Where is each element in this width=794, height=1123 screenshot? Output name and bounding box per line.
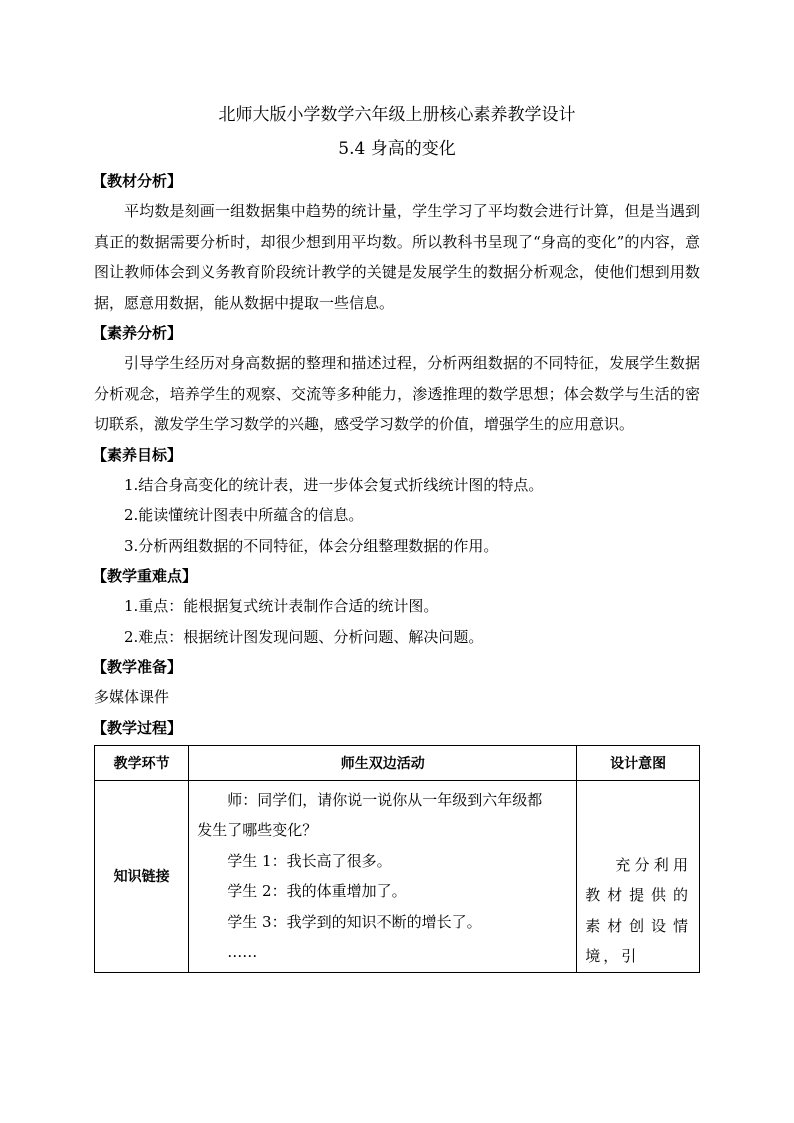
teaching-process-table [94, 745, 700, 973]
key-point-item-2: 2.难点：根据统计图发现问题、分析问题、解决问题。 [124, 627, 484, 646]
table-header-row [95, 745, 700, 780]
document-page [94, 98, 700, 973]
activity-cell [189, 780, 577, 972]
textbook-analysis-body: 平均数是刻画一组数据集中趋势的统计量，学生学习了平均数会进行计算，但是当遇到真正的数据需要分析时，却很少想到用平均数。所以教科书呈现了“身高的变化”的内容，意图让教师体会到义务教育阶段统计教学的关键是发展学生的数据分析观念，使他们想到用数据，愿意用数据，能从数据中提取一些信息。 [94, 202, 700, 312]
table-row [95, 780, 700, 972]
heading-key-points: 【教学重难点】 [92, 567, 198, 585]
heading-literacy-analysis: 【素养分析】 [92, 324, 183, 342]
heading-textbook-analysis: 【教材分析】 [92, 172, 183, 190]
goal-item-1: 1.结合身高变化的统计表，进一步体会复式折线统计图的特点。 [124, 475, 544, 494]
goal-item-3: 3.分析两组数据的不同特征，体会分组整理数据的作用。 [124, 536, 499, 555]
intent-text: 充分利用教材提供的素材创设情境，引 [585, 855, 691, 965]
document-title: 北师大版小学数学六年级上册核心素养教学设计 [218, 105, 576, 125]
key-point-item-1: 1.重点：能根据复式统计表制作合适的统计图。 [124, 597, 439, 615]
activity-line: 学生 3：我学到的知识不断的增长了。 [227, 912, 482, 931]
activity-line: 学生 2：我的体重增加了。 [227, 882, 407, 900]
heading-process: 【教学过程】 [92, 718, 183, 737]
header-intent: 设计意图 [577, 745, 700, 780]
heading-literacy-goals: 【素养目标】 [92, 445, 183, 464]
activity-line: 学生 1：我长高了很多。 [227, 851, 392, 870]
header-stage: 教学环节 [95, 745, 189, 780]
goal-item-2: 2.能读懂统计图表中所蕴含的信息。 [124, 506, 364, 524]
header-activity: 师生双边活动 [189, 745, 577, 780]
preparation-body: 多媒体课件 [94, 688, 170, 706]
activity-line: …… [227, 943, 258, 961]
lesson-subtitle: 5.4 身高的变化 [338, 139, 456, 159]
intent-cell [577, 780, 700, 972]
stage-cell: 知识链接 [95, 780, 189, 972]
activity-line: 师：同学们，请你说一说你从一年级到六年级都 [227, 790, 543, 809]
heading-preparation: 【教学准备】 [92, 658, 183, 676]
activity-line: 发生了哪些变化？ [197, 821, 318, 839]
literacy-analysis-body: 引导学生经历对身高数据的整理和描述过程，分析两组数据的不同特征，发展学生数据分析观念，培养学生的观察、交流等多种能力，渗透推理的数学思想；体会数学与生活的密切联系，激发学生学习数学的兴趣，感受学习数学的价值，增强学生的应用意识。 [94, 354, 700, 433]
